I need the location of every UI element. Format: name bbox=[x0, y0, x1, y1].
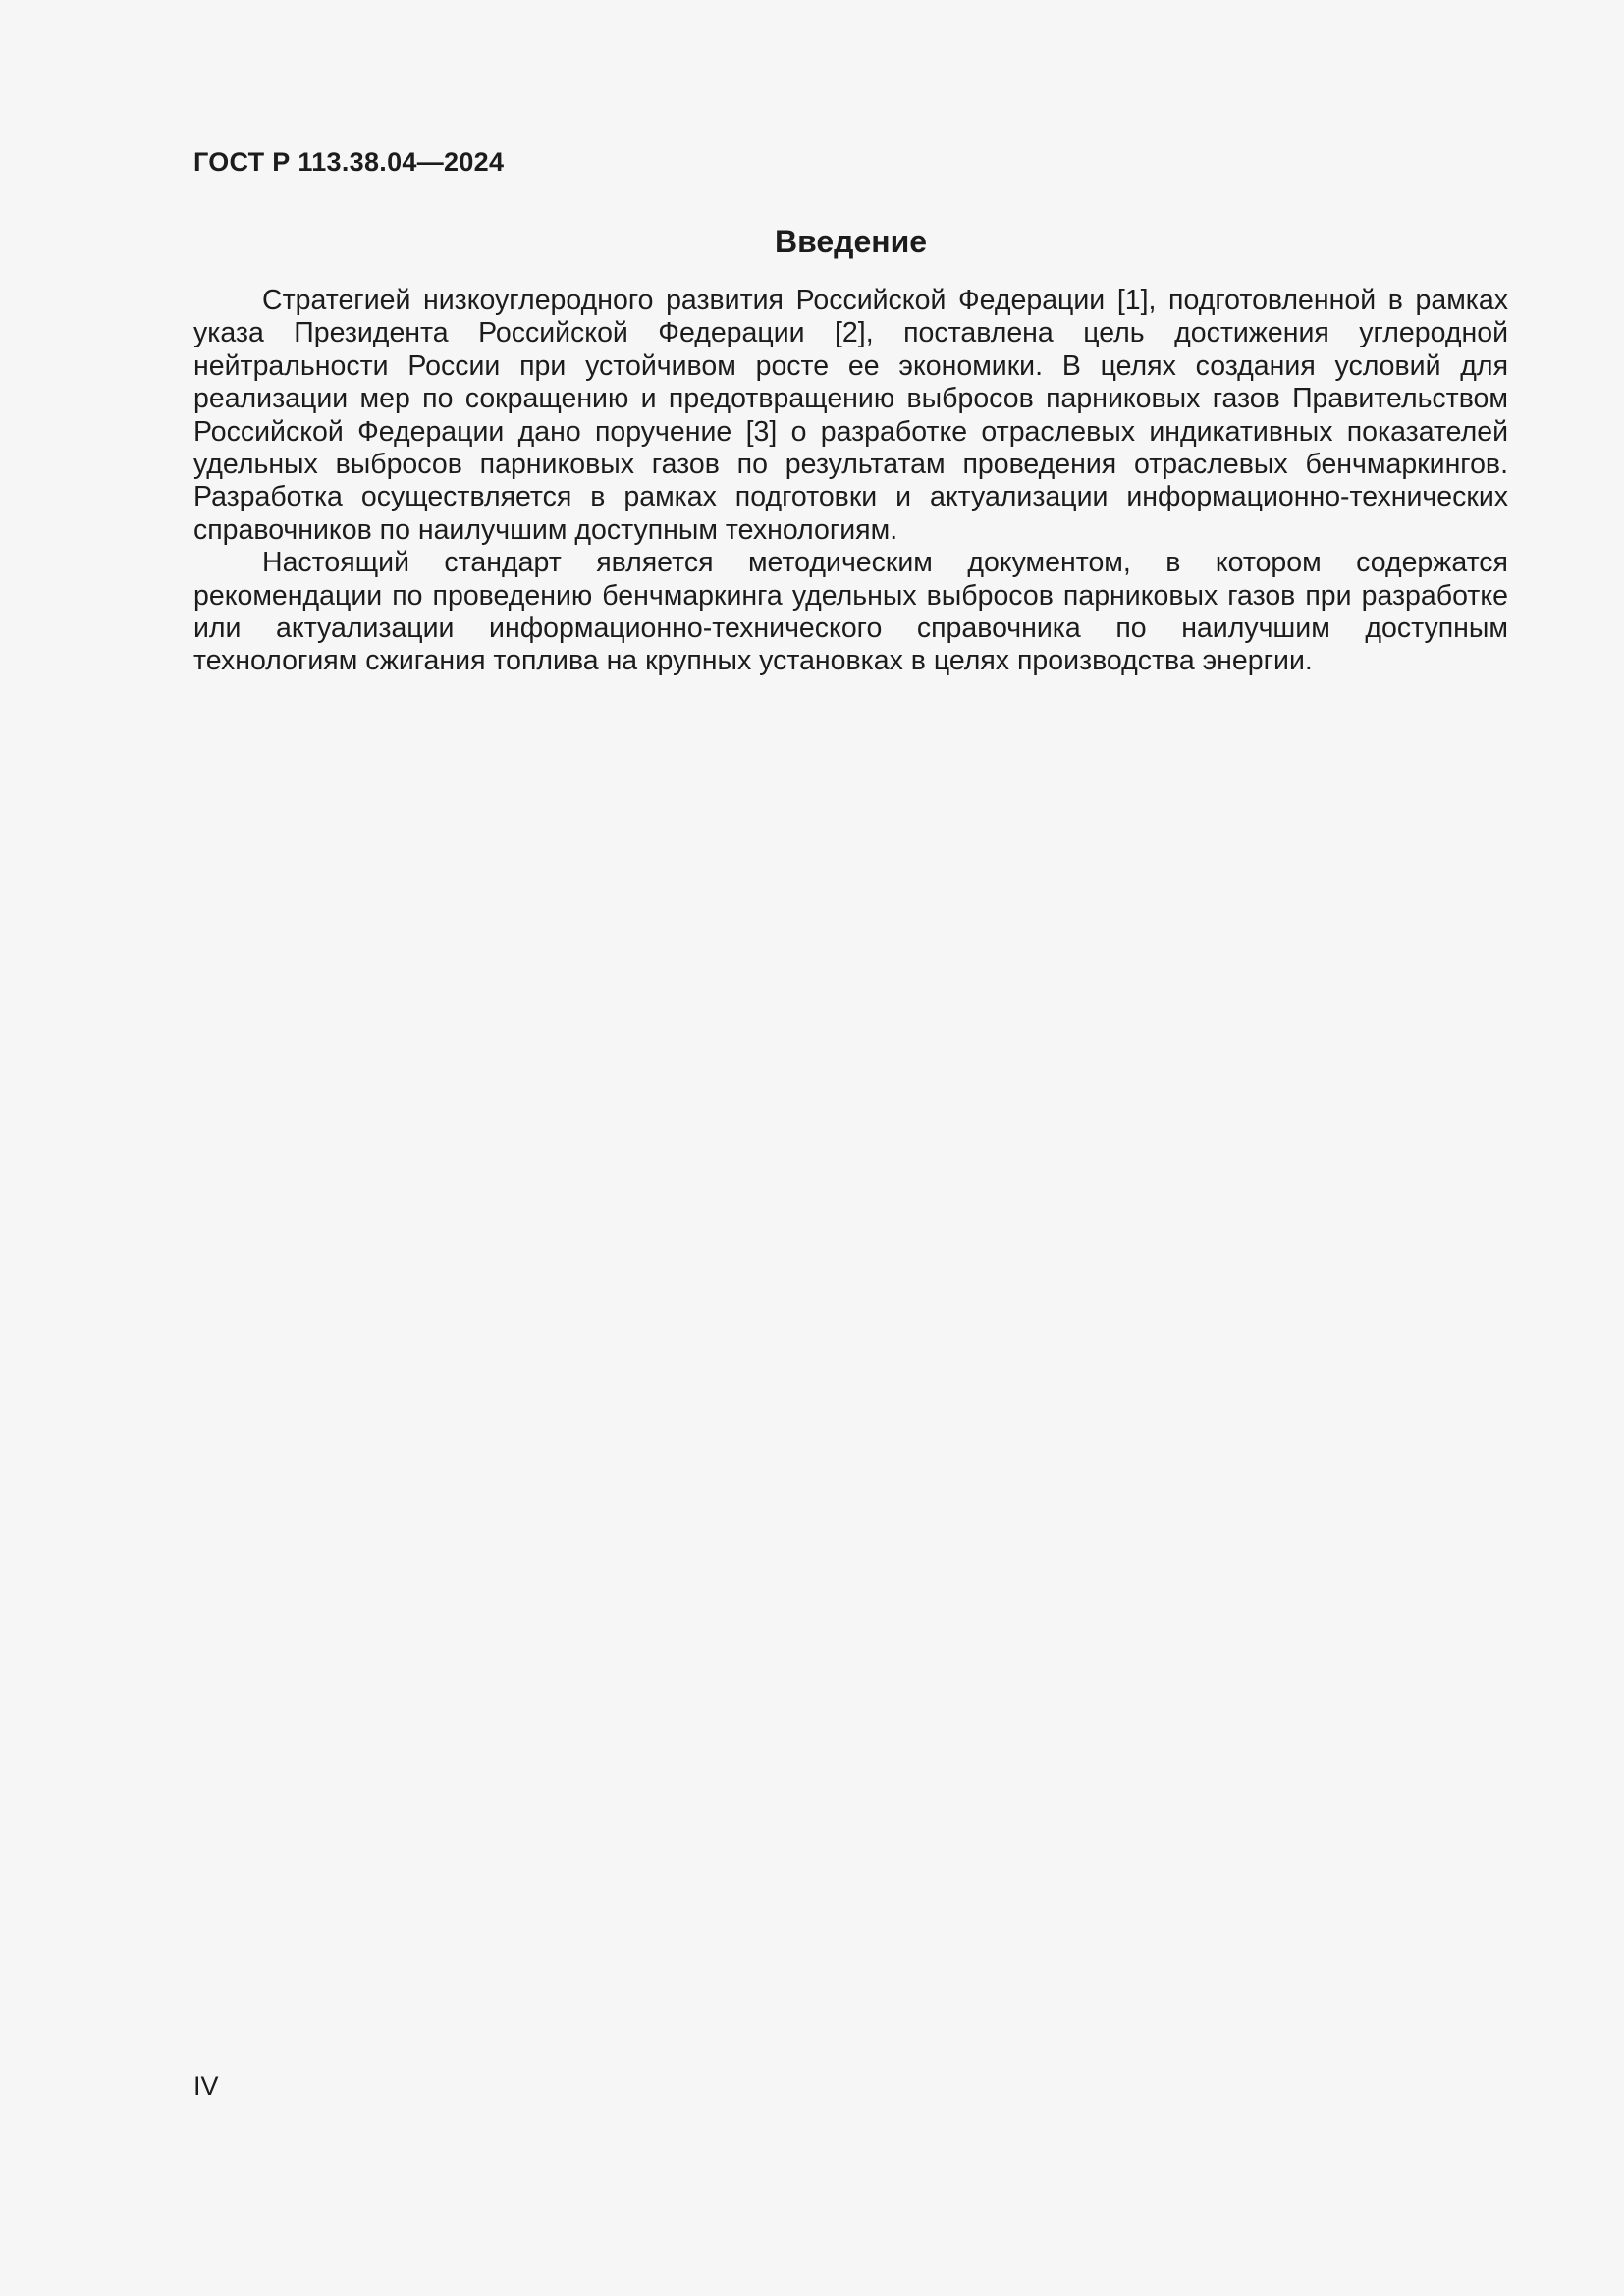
section-title: Введение bbox=[774, 224, 928, 259]
page-number: IV bbox=[193, 2071, 219, 2101]
body-text bbox=[193, 285, 1508, 678]
paragraph-2: Настоящий стандарт является методическим документом, в котором содержатся рекомендации по проведению бенчмаркинга удельных выбросов парниковых газов при разработке или актуализации информационно-технического справочника по наилучшим доступным технологиям сжигания топлива на крупных установках в целях производства энергии. bbox=[193, 547, 1508, 677]
paragraph-1: Стратегией низкоуглеродного развития Российской Федерации [1], подготовленной в рамках указа Президента Российской Федерации [2], поставлена цель достижения углеродной нейтральности России при устойчивом росте ее экономики. В целях создания условий для реализации мер по сокращению и предотвращению выбросов парниковых газов Правительством Российской Федерации дано поручение [3] о разработке отраслевых индикативных показателей удельных выбросов парниковых газов по результатам проведения отраслевых бенчмаркингов. Разработка осуществляется в рамках подготовки и актуализации информационно-технических справочников по наилучшим доступным технологиям. bbox=[193, 285, 1508, 546]
document-header: ГОСТ Р 113.38.04—2024 bbox=[193, 147, 505, 177]
